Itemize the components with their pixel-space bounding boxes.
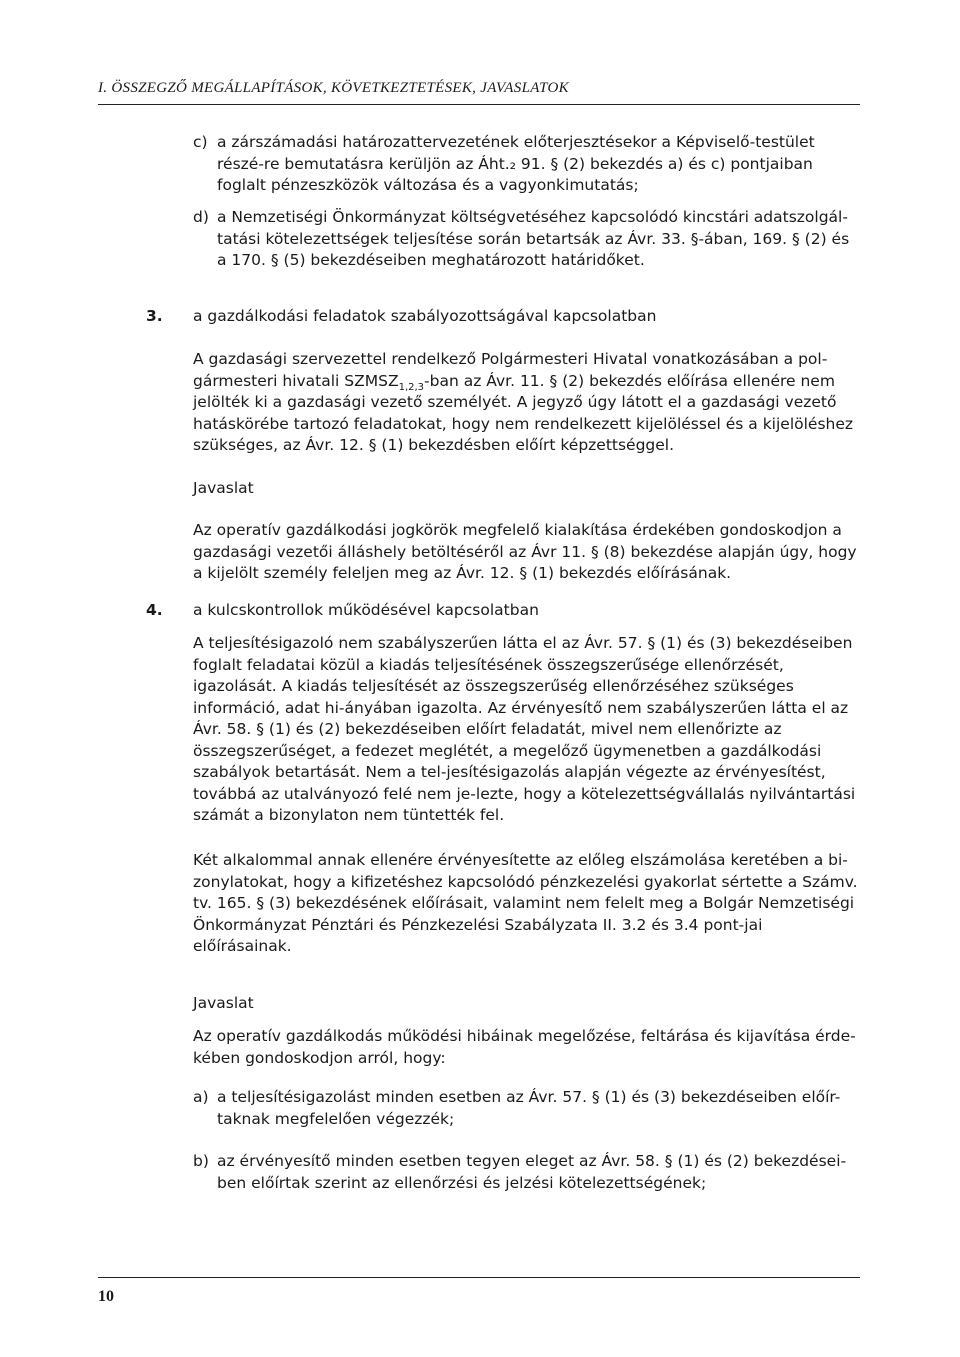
list-item-d (193, 207, 861, 295)
list-item-label: a) (193, 1088, 209, 1106)
list-item-text: az érvényesítő minden esetben tegyen eleget az Ávr. 58. § (1) és (2) bekezdései-ben előírtak szerint az ellenőrzési és jelzési kötelezettségének; (217, 1152, 847, 1192)
section3-paragraph (193, 349, 861, 457)
list-item-b (193, 1151, 861, 1195)
section3-para-part1: A gazdasági szervezettel rendelkező Polgármesteri Hivatal vonatkozásában a pol-gármesteri hivatali SZMSZ (193, 350, 828, 390)
section3-subscript: 1,2,3 (398, 381, 425, 393)
list-item-label: c) (193, 133, 208, 151)
list-item-text: a teljesítésigazolást minden esetben az Ávr. 57. § (1) és (3) bekezdéseiben előír-taknak megfelelően végezzék; (217, 1088, 841, 1128)
section4-paragraph-2: Két alkalommal annak ellenére érvényesítette az előleg elszámolása keretében a bi-zonylatokat, hogy a kifizetéshez kapcsolódó pénzkezelési gyakorlat sértette a Számv. tv. 165. § (3) bekezdésének előírásait, valamint nem felelt meg a Bolgár Nemzetiségi Önkormányzat Pénztári és Pénzkezelési Szabályzata II. 3.2 és 3.4 pont-jai előírásainak. (193, 851, 858, 955)
list-item-text: a Nemzetiségi Önkormányzat költségvetéséhez kapcsolódó kincstári adatszolgál-tatási kötelezettségek teljesítése során betartsák az Ávr. 33. §-ában, 169. § (2) és a 170. § (5) bekezdéseiben meghatározott határidőket. (217, 208, 850, 269)
javaslat-label: Javaslat (193, 994, 254, 1012)
header-divider (98, 104, 860, 105)
section-number-3: 3. (146, 307, 163, 325)
list-item-c (193, 132, 861, 198)
page-number: 10 (98, 1288, 114, 1305)
javaslat-label: Javaslat (193, 479, 254, 497)
page-header-title: I. ÖSSZEGZŐ MEGÁLLAPÍTÁSOK, KÖVETKEZTETÉSEK, JAVASLATOK (98, 80, 569, 96)
list-item-label: b) (193, 1152, 209, 1170)
section-number-4: 4. (146, 601, 163, 619)
javaslat-text: Az operatív gazdálkodási jogkörök megfelelő kialakítása érdekében gondoskodjon a gazdasági vezetői álláshely betöltéséről az Ávr 11. § (8) bekezdése alapján úgy, hogy a kijelölt személy feleljen meg az Ávr. 12. § (1) bekezdés előírásának. (193, 521, 857, 582)
section3-para-part2: -ban az Ávr. 11. § (2) bekezdés előírása ellenére nem jelölték ki a gazdasági vezető személyét. A jegyző úgy látott el a gazdasági vezető hatáskörébe tartozó feladatokat, hogy nem rendelkezett kijelöléssel és a kijelöléshez szükséges, az Ávr. 12. § (1) bekezdésben előírt képzettséggel. (193, 371, 854, 454)
list-item-a (193, 1087, 861, 1131)
section4-paragraph-1: A teljesítésigazoló nem szabályszerűen látta el az Ávr. 57. § (1) és (3) bekezdéseiben foglalt feladatai közül a kiadás teljesítésének összegszerűsége ellenőrzését, igazolását. A kiadás teljesítését az összegszerűség ellenőrzéséhez szükséges információ, adat hi-ányában igazolta. Az érvényesítő nem szabályszerűen látta el az Ávr. 58. § (1) és (2) bekezdéseiben előírt feladatát, mivel nem ellenőrizte az összegszerűséget, a fedezet meglétét, a megelőző ügymenetben a gazdálkodási szabályok betartását. Nem a tel-jesítésigazolás alapján végezte az érvényesítést, továbbá az utalványozó felé nem je-lezte, hogy a kötelezettségvállalás nyilvántartási számát a bizonylaton nem tüntették fel. (193, 634, 856, 824)
footer-divider (98, 1277, 860, 1278)
list-item-text: a zárszámadási határozattervezetének előterjesztésekor a Képviselő-testület részé-re bemutatásra kerüljön az Áht.₂ 91. § (2) bekezdés a) és c) pontjaiban foglalt pénzeszközök változása és a vagyonkimutatás; (217, 133, 815, 194)
javaslat-intro: Az operatív gazdálkodás működési hibáinak megelőzése, feltárása és kijavítása érde-kében gondoskodjon arról, hogy: (193, 1027, 856, 1067)
section-title-3: a gazdálkodási feladatok szabályozottságával kapcsolatban (193, 307, 657, 325)
list-item-label: d) (193, 208, 209, 226)
section-title-4: a kulcskontrollok működésével kapcsolatban (193, 601, 539, 619)
